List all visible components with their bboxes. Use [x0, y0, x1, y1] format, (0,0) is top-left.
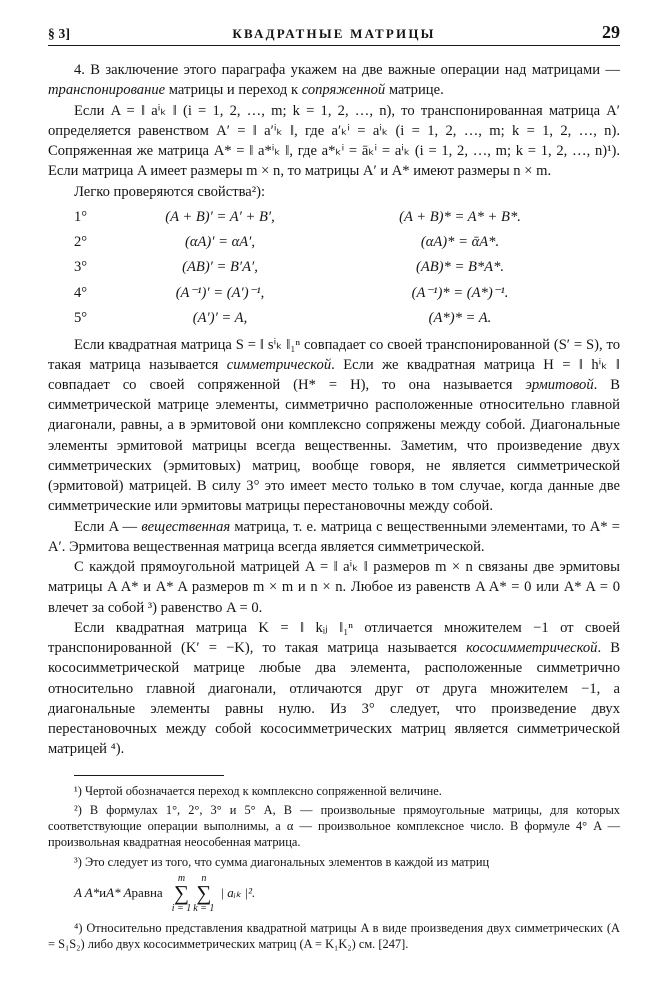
paragraph-7: [48, 618, 620, 759]
p4-part-b: . Если же квадратная матрица H = ‖ hⁱₖ ‖ совпадает со своей сопряженной (H* = H), то она называется: [48, 357, 620, 394]
property-formula-left: (A⁻¹)′ = (A′)⁻¹,: [175, 284, 265, 301]
p1-part-a: 4. В заключение этого параграфа укажем на две важные операции над матрицами —: [74, 62, 620, 78]
running-title: КВАДРАТНЫЕ МАТРИЦЫ: [232, 26, 436, 41]
paragraph-5: [48, 517, 620, 557]
property-formula-left: (A′)′ = A,: [192, 309, 248, 326]
property-formula-left: (A + B)′ = A′ + B′,: [165, 208, 275, 225]
property-formula-right: (A + B)* = A* + B*.: [399, 208, 521, 225]
formula-aa-star: A A*: [74, 885, 100, 901]
p7-part-b: . В кососимметрической матрице любые два элемента, расположенные симметрично относительно главной диагонали, отличаются друг от друга множителем −1, а диагональные элементы равны нулю. Из 3° следует, что произведение двух перестановочных между собой кососимметрических матриц является симметрической матрицей ⁴).: [48, 640, 620, 757]
section-mark: § 3]: [48, 26, 71, 41]
paragraph-3: Легко проверяются свойства²):: [74, 183, 266, 200]
sum-symbol-2: [193, 874, 214, 914]
p5-part-b: матрица, т. е. матрица с вещественными элементами, то A* = A′. Эрмитова вещественная матрица всегда является симметрической.: [48, 518, 620, 555]
sum-lower-limit-1: i = 1: [171, 902, 192, 914]
p4-italic-symmetric: симметрической: [226, 357, 332, 373]
header-rule: [48, 45, 620, 46]
paragraph-1: [48, 60, 620, 100]
formula-a-star-a: A* A: [106, 885, 132, 901]
property-label: 1°: [74, 208, 88, 225]
property-row: [48, 234, 620, 251]
p1-part-c: матрицы и переход к: [165, 82, 302, 99]
footnote-rule: [74, 775, 224, 776]
property-label: 4°: [74, 284, 88, 301]
p7-italic-skew: кососимметрической: [466, 640, 598, 657]
properties-list: [48, 209, 620, 327]
formula-equals-word: равна: [131, 885, 163, 901]
p5-italic-real: вещественная: [141, 518, 231, 535]
property-formula-left: (αA)′ = αA′,: [184, 233, 256, 250]
property-formula-right: (A⁻¹)* = (A*)⁻¹.: [411, 284, 509, 301]
property-row: [48, 284, 620, 302]
p4-part-a: Если квадратная матрица S = ‖ sⁱₖ ‖₁ⁿ совпадает со своей транспонированной (S′ = S), то такая матрица называется: [48, 336, 620, 373]
p1-italic-conjugate: сопряженной: [301, 82, 386, 99]
sum-symbol-1: [172, 874, 192, 914]
sigma-glyph: ∑: [173, 880, 189, 905]
paragraph-2: Если A = ‖ aⁱₖ ‖ (i = 1, 2, …, m; k = 1, 2, …, n), то транспонированная матрица A′ определяется равенством A′ = ‖ a′ⁱₖ ‖, где a′ₖⁱ = aⁱₖ (i = 1, 2, …, m; k = 1, 2, …, n). Сопряженная же матрица A* = ‖ a*ⁱₖ ‖, где a*ₖⁱ = āₖⁱ = aⁱₖ (i = 1, 2, …, m; k = 1, 2, …, n)¹). Если матрица A имеет размеры m × n, то матрицы A′ и A* имеют размеры n × m.: [48, 102, 620, 180]
p1-part-e: матрице.: [385, 82, 444, 99]
p5-part-a: Если A —: [74, 518, 142, 535]
property-row: [48, 209, 620, 226]
running-head: [48, 22, 620, 43]
page-content: [48, 22, 620, 955]
p1-italic-transpose: транспонирование: [48, 82, 166, 99]
sum-lower-limit-2: k = 1: [193, 902, 215, 914]
property-formula-left: (AB)′ = B′A′,: [182, 258, 258, 275]
property-label: 3°: [74, 258, 88, 275]
property-formula-right: (A*)* = A.: [428, 309, 492, 326]
paragraph-6: С каждой прямоугольной матрицей A = ‖ aⁱₖ ‖ размеров m × n связаны две эрмитовы матрицы A A* и A* A размеров m × m и n × n. Любое из равенств A A* = 0 или A* A = 0 влечет за собой ³) равенство A = 0.: [48, 559, 620, 616]
sigma-glyph: ∑: [196, 880, 212, 905]
property-row: [48, 310, 620, 327]
formula-and: и: [99, 885, 107, 901]
footnote-2: ²) В формулах 1°, 2°, 3° и 5° A, B — произвольные прямоугольные матрицы, для которых соответствующие операции выполнимы, а α — произвольное комплексное число. В формуле 4° A — произвольная квадратная неособенная матрица.: [48, 803, 620, 850]
sum-upper-limit-1: m: [177, 872, 186, 884]
sum-upper-limit-2: n: [201, 872, 207, 884]
property-label: 5°: [74, 309, 88, 326]
page-number: 29: [602, 22, 620, 42]
footnote-1: ¹) Чертой обозначается переход к комплексно сопряженной величине.: [74, 784, 442, 798]
p4-part-c: . В симметрической матрице элементы, симметрично расположенные относительно главной диагонали, равны, а в эрмитовой они комплексно сопряжены между собой. Диагональные элементы эрмитовой матрицы всегда вещественны. Заметим, что произведение двух симметрических (эрмитовых) матриц, вообще говоря, не является симметрической (эрмитовой) матрицей. В силу 3° это имеет место только в том случае, когда данные две симметрические или эрмитовы матрицы перестановочны между собой.: [48, 377, 621, 514]
footnote-3-formula: [48, 874, 620, 914]
paragraph-4: [48, 335, 620, 516]
footnotes: [48, 783, 620, 952]
property-formula-right: (AB)* = B*A*.: [415, 258, 505, 275]
property-formula-right: (αA)* = ᾱA*.: [420, 233, 500, 250]
p4-italic-hermitian: эрмитовой: [525, 377, 594, 394]
p7-part-a: Если квадратная матрица K = ‖ kᵢⱼ ‖₁ⁿ отличается множителем −1 от своей транспонированной (K′ = −K), то такая матрица называется: [48, 620, 620, 657]
property-row: [48, 259, 620, 276]
property-label: 2°: [74, 233, 88, 250]
footnote-4: ⁴) Относительно представления квадратной матрицы A в виде произведения двух симметрических (A = S₁S₂) либо двух кососимметрических матриц (A = K₁K₂) см. [247].: [48, 920, 620, 951]
footnote-3: ³) Это следует из того, что сумма диагональных элементов в каждой из матриц: [74, 854, 490, 869]
sum-body: | aᵢₖ |².: [220, 885, 256, 901]
